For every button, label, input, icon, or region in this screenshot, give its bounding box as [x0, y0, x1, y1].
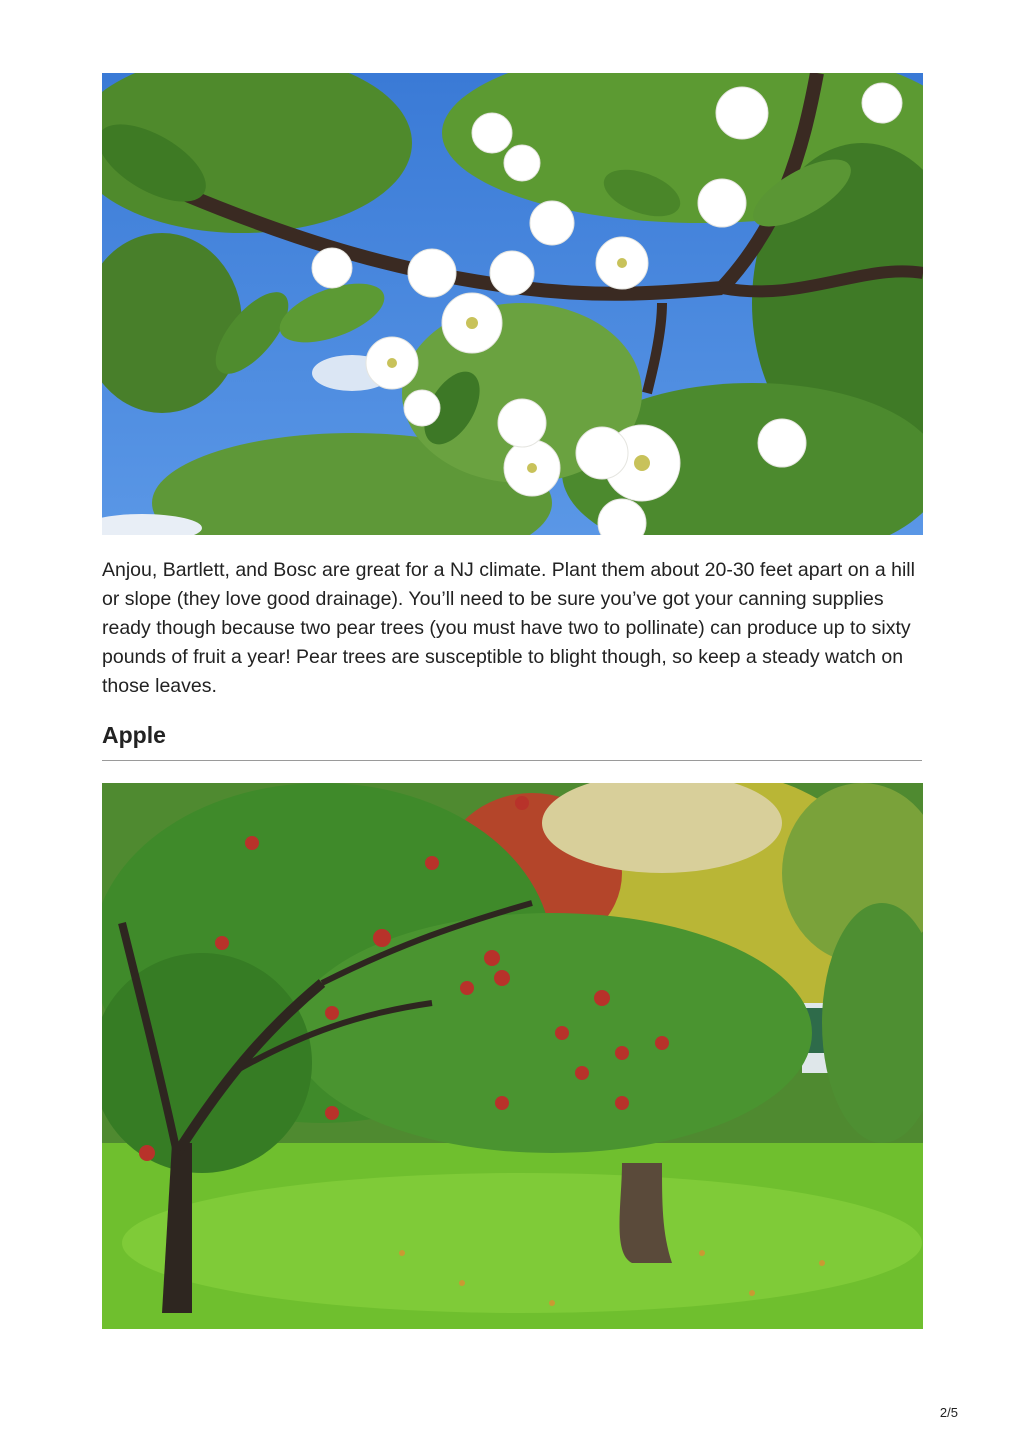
pear-paragraph: Anjou, Bartlett, and Bosc are great for a NJ climate. Plant them about 20-30 feet apart on a hill or slope (they love good drainage). You’ll need to be sure you’ve got your canning supplies ready though because two pear trees (you must have two to pollinate) can produce up to sixty pounds of fruit a year! Pear trees are susceptible to blight though, so keep a steady watch on those leaves.: [102, 559, 915, 697]
pear-blossom-illustration: [102, 73, 923, 535]
apple-section-heading: Apple: [102, 722, 166, 748]
apple-tree-photo: [102, 783, 923, 1329]
pear-blossom-photo: [102, 73, 923, 535]
apple-tree-illustration: [102, 783, 923, 1329]
page-number: 2/5: [939, 1405, 958, 1420]
heading-divider: [102, 760, 922, 761]
